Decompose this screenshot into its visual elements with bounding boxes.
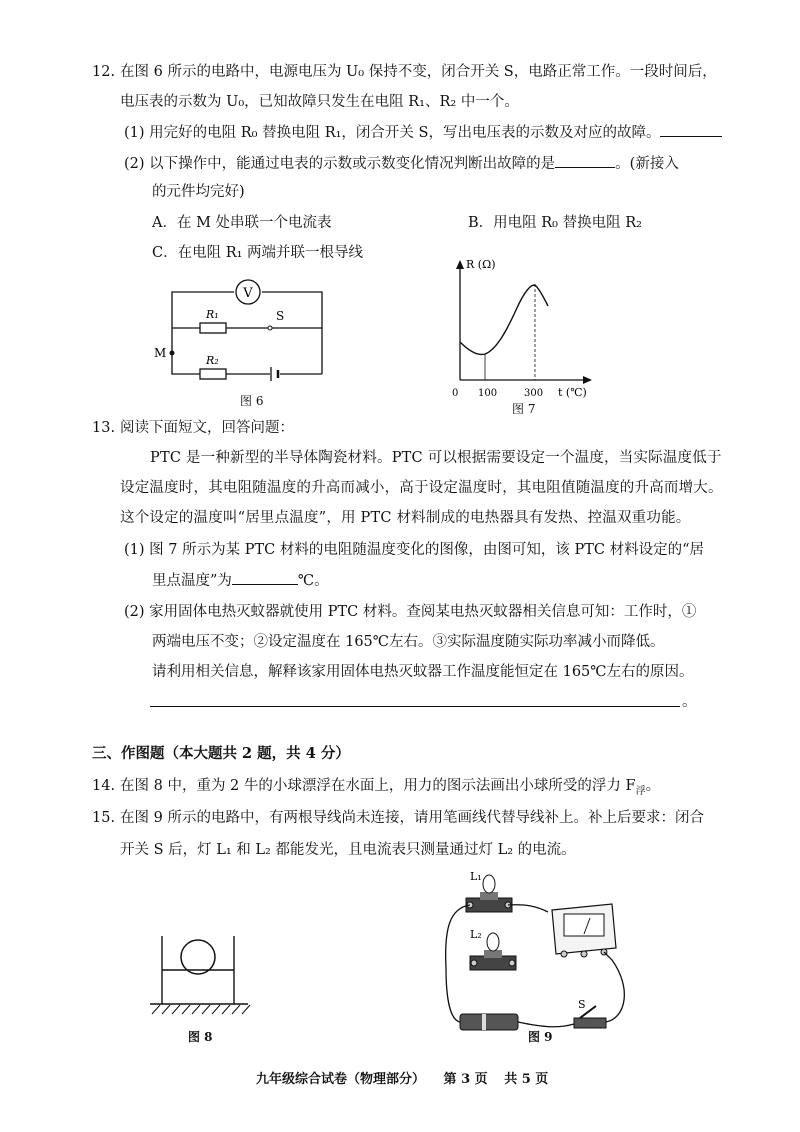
l1-label: L₁ — [470, 870, 482, 883]
footer-title: 九年级综合试卷（物理部分） — [256, 1072, 426, 1087]
q12-sub2-answer-blank[interactable] — [555, 153, 615, 168]
y-axis-label: R (Ω) — [466, 258, 496, 271]
q12-sub1 — [124, 122, 722, 143]
figure-7-graph — [440, 254, 600, 404]
figure-8-drawing — [150, 928, 260, 1018]
switch-s-label: S — [578, 998, 586, 1011]
q14-text-subscript: 浮 — [635, 785, 646, 797]
q13-number: 13. — [92, 420, 116, 436]
footer-total: 共 5 页 — [504, 1072, 549, 1087]
q12-option-b: B．用电阻 R₀ 替换电阻 R₂ — [468, 215, 642, 231]
figure-6-circuit — [150, 278, 340, 400]
figure-8-caption: 图 8 — [188, 1030, 213, 1044]
q13-stem: 阅读下面短文，回答问题： — [120, 420, 294, 436]
l2-label: L₂ — [470, 928, 482, 941]
x-axis-label: t (℃) — [558, 386, 587, 399]
figure-9-drawing — [436, 868, 676, 1048]
q13-sub2-answer-line[interactable] — [150, 706, 680, 707]
q15-number: 15. — [92, 810, 116, 826]
q13-sub2-line3: 请利用相关信息，解释该家用固体电热灭蚊器工作温度能恒定在 165℃左右的原因。 — [152, 664, 694, 680]
q13-sub2-line1: (2) 家用固体电热灭蚊器就使用 PTC 材料。查阅某电热灭蚊器相关信息可知：工作时，① — [124, 604, 697, 620]
r1-label: R₁ — [206, 308, 219, 321]
q12-option-c: C．在电阻 R₁ 两端并联一根导线 — [152, 245, 364, 261]
q12-sub1-answer-blank[interactable] — [660, 122, 722, 137]
tick-100-label: 100 — [478, 388, 498, 399]
q12-number: 12. — [92, 64, 116, 80]
q13-sub1-line1: (1) 图 7 所示为某 PTC 材料的电阻随温度变化的图像，由图可知，该 PTC 材料设定的“居 — [124, 542, 704, 558]
figure-6-caption: 图 6 — [240, 394, 264, 408]
q12-option-a: A．在 M 处串联一个电流表 — [152, 215, 332, 231]
footer-page: 第 3 页 — [443, 1072, 488, 1087]
node-m-label: M — [154, 346, 167, 360]
q14-number: 14. — [92, 778, 116, 794]
origin-label: 0 — [452, 388, 459, 399]
q13-sub2-line2: 两端电压不变；②设定温度在 165℃左右。③实际温度随实际功率减小而降低。 — [152, 634, 665, 650]
section-3-title: 三、作图题（本大题共 2 题，共 4 分） — [92, 745, 350, 762]
q15-line1: 在图 9 所示的电路中，有两根导线尚未连接，请用笔画线代替导线补上。补上后要求：闭合 — [120, 810, 704, 826]
switch-label: S — [276, 309, 285, 323]
tick-300-label: 300 — [524, 388, 544, 399]
q13-sub1-unit: ℃。 — [297, 573, 329, 589]
q12-sub2-line2: 的元件均完好) — [152, 184, 245, 200]
q13-sub1-line2 — [152, 570, 329, 591]
figure-7-caption: 图 7 — [512, 402, 536, 416]
footer — [256, 1070, 548, 1090]
q13-passage-line1: PTC 是一种新型的半导体陶瓷材料。PTC 可以根据需要设定一个温度，当实际温度低于 — [150, 450, 722, 466]
q13-answer-end: 。 — [682, 694, 697, 710]
r2-label: R₂ — [206, 354, 219, 367]
q12-sub1-text: (1) 用完好的电阻 R₀ 替换电阻 R₁，闭合开关 S，写出电压表的示数及对应的故障。 — [124, 125, 661, 141]
q12-sub2-tail: 。(新接入 — [615, 156, 679, 172]
q13-passage-line2: 设定温度时，其电阻随温度的升高而减小，高于设定温度时，其电阻值随温度的升高而增大。 — [120, 480, 723, 496]
q12-stem-line2: 电压表的示数为 U₀，已知故障只发生在电阻 R₁、R₂ 中一个。 — [120, 94, 519, 110]
q15-line2: 开关 S 后，灯 L₁ 和 L₂ 都能发光，且电流表只测量通过灯 L₂ 的电流。 — [120, 842, 576, 858]
figure-9-caption: 图 9 — [528, 1030, 553, 1044]
battery-pack-icon — [460, 1014, 518, 1030]
q14-text — [120, 776, 660, 802]
q12-sub2-text: (2) 以下操作中，能通过电表的示数或示数变化情况判断出故障的是 — [124, 156, 556, 172]
q12-sub2-line1 — [124, 153, 679, 174]
voltmeter-label: V — [243, 286, 253, 301]
q13-sub1-answer-blank[interactable] — [232, 570, 298, 585]
q13-sub1-text: 里点温度”为 — [152, 573, 232, 589]
q14-text-end: 。 — [645, 778, 661, 794]
floating-ball — [181, 940, 215, 974]
q13-passage-line3: 这个设定的温度叫“居里点温度”，用 PTC 材料制成的电热器具有发热、控温双重功能。 — [120, 510, 691, 526]
q12-stem-line1: 在图 6 所示的电路中，电源电压为 U₀ 保持不变，闭合开关 S，电路正常工作。一段时间后， — [120, 64, 717, 80]
q14-text-body: 在图 8 中，重为 2 牛的小球漂浮在水面上，用力的图示法画出小球所受的浮力 F — [120, 778, 636, 794]
ammeter-icon — [552, 904, 616, 957]
